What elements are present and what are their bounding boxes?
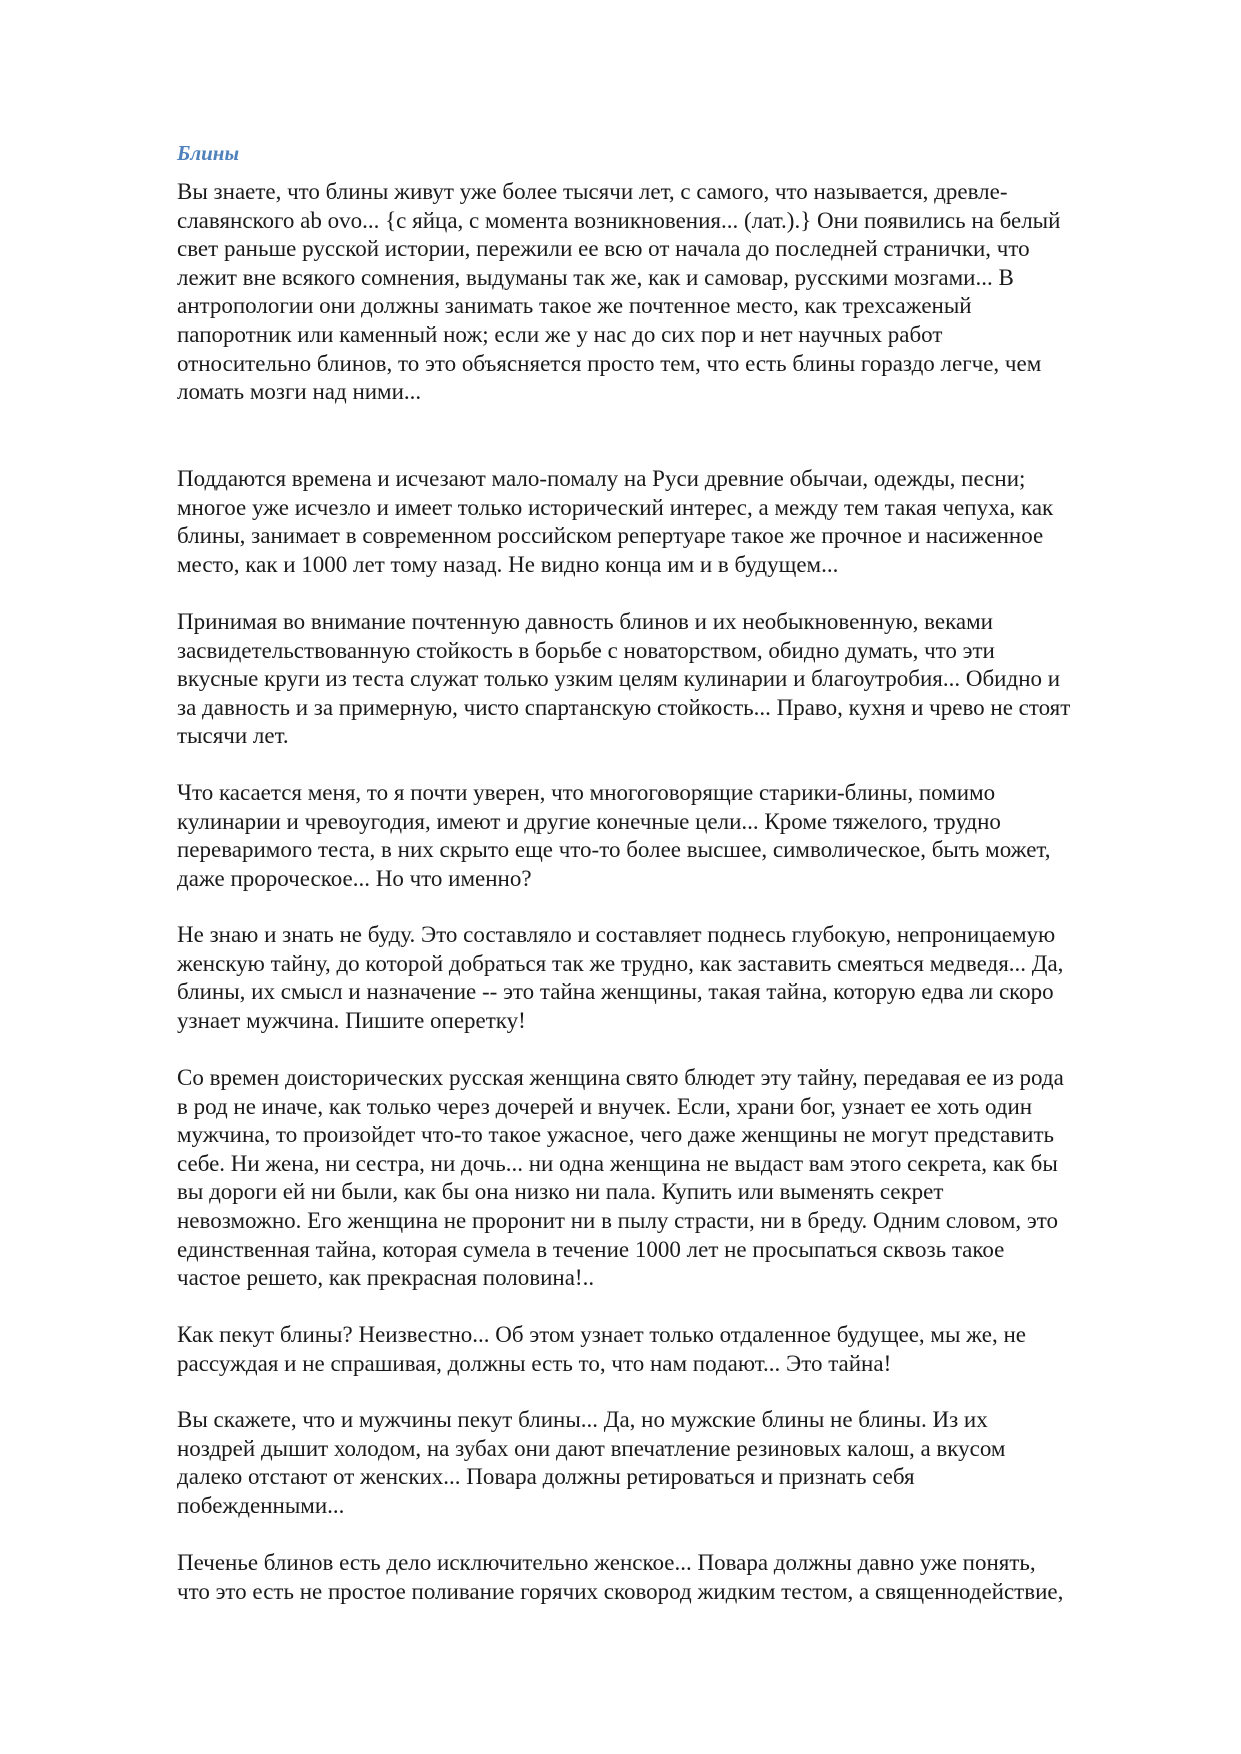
text-line: переваримого теста, в них скрыто еще что-то более высшее, символическое, быть может, <box>177 837 1051 863</box>
paragraph-2 <box>177 465 1177 579</box>
text-line: многое уже исчезло и имеет только исторический интерес, а между тем такая чепуха, как <box>177 494 1054 520</box>
text-line: узнает мужчина. Пишите оперетку! <box>177 1007 526 1033</box>
text-line: засвидетельствованную стойкость в борьбе с новаторством, обидно думать, что эти <box>177 637 995 663</box>
text-line: Поддаются времена и исчезают мало-помалу на Руси древние обычаи, одежды, песни; <box>177 466 1026 491</box>
paragraph-3 <box>177 608 1177 751</box>
text-line: Вы знаете, что блины живут уже более тысячи лет, с самого, что называется, древле- <box>177 179 1008 204</box>
paragraph-5 <box>177 921 1177 1035</box>
text-line: лежит вне всякого сомнения, выдуманы так же, как и самовар, русскими мозгами... В <box>177 264 1014 290</box>
text-line: даже пророческое... Но что именно? <box>177 865 532 891</box>
text-line: Вы скажете, что и мужчины пекут блины... Да, но мужские блины не блины. Из их <box>177 1407 988 1432</box>
paragraph-8 <box>177 1406 1177 1520</box>
paragraph-6 <box>177 1064 1177 1293</box>
text-line: кулинарии и чревоугодия, имеют и другие конечные цели... Кроме тяжелого, трудно <box>177 808 1001 834</box>
text-line: ломать мозги над ними... <box>177 379 422 405</box>
text-line: рассуждая и не спрашивая, должны есть то, что нам подают... Это тайна! <box>177 1350 892 1376</box>
text-line: папоротник или каменный нож; если же у нас до сих пор и нет научных работ <box>177 321 943 347</box>
text-line: Принимая во внимание почтенную давность блинов и их необыкновенную, веками <box>177 609 993 634</box>
text-line: вкусные круги из теста служат только узким целям кулинарии и благоутробия... Обидно и <box>177 666 1061 692</box>
text-line: частое решето, как прекрасная половина!.. <box>177 1265 595 1291</box>
paragraph-1 <box>177 178 1177 407</box>
text-line: женскую тайну, до которой добраться так же трудно, как заставить смеяться медведя... Да, <box>177 950 1064 976</box>
text-line: в род не иначе, как только через дочерей и внучек. Если, храни бог, узнает ее хоть один <box>177 1093 1033 1119</box>
text-line: славянского ab ovo... {с яйца, с момента возникновения... (лат.).} Они появились на белый <box>177 207 1061 233</box>
document-title: Блины <box>177 141 240 165</box>
text-line: блины, их смысл и назначение -- это тайна женщины, такая тайна, которую едва ли скоро <box>177 979 1054 1005</box>
text-line: себе. Ни жена, ни сестра, ни дочь... ни одна женщина не выдаст вам этого секрета, как бы <box>177 1150 1058 1176</box>
text-line: Со времен доисторических русская женщина свято блюдет эту тайну, передавая ее из рода <box>177 1065 1064 1090</box>
text-line: блины, занимает в современном российском репертуаре такое же прочное и насиженное <box>177 523 1044 549</box>
text-line: невозможно. Его женщина не проронит ни в пылу страсти, ни в бреду. Одним словом, это <box>177 1207 1059 1233</box>
text-line: побежденными... <box>177 1492 345 1518</box>
text-line: за давность и за примерную, чисто спартанскую стойкость... Право, кухня и чрево не стоят <box>177 694 1071 720</box>
text-line: единственная тайна, которая сумела в течение 1000 лет не просыпаться сквозь такое <box>177 1236 1005 1262</box>
paragraph-7 <box>177 1321 1177 1378</box>
text-line: вы дороги ей ни были, как бы она низко ни пала. Купить или выменять секрет <box>177 1179 944 1205</box>
text-line: далеко отстают от женских... Повара должны ретироваться и признать себя <box>177 1464 915 1490</box>
paragraph-9 <box>177 1549 1177 1606</box>
text-line: Не знаю и знать не буду. Это составляло и составляет поднесь глубокую, непроницаемую <box>177 922 1056 947</box>
text-line: место, как и 1000 лет тому назад. Не видно конца им и в будущем... <box>177 551 839 577</box>
text-line: относительно блинов, то это объясняется просто тем, что есть блины гораздо легче, чем <box>177 350 1042 376</box>
text-line: что это есть не простое поливание горячих сковород жидким тестом, а священнодействие, <box>177 1578 1064 1604</box>
text-line: Печенье блинов есть дело исключительно женское... Повара должны давно уже понять, <box>177 1550 1036 1575</box>
text-line: Что касается меня, то я почти уверен, что многоговорящие старики-блины, помимо <box>177 780 996 805</box>
text-line: антропологии они должны занимать такое же почтенное место, как трехсаженый <box>177 293 972 319</box>
text-line: Как пекут блины? Неизвестно... Об этом узнает только отдаленное будущее, мы же, не <box>177 1322 1026 1347</box>
text-line: тысячи лет. <box>177 723 289 749</box>
text-line: мужчина, то произойдет что-то такое ужасное, чего даже женщины не могут представить <box>177 1122 1055 1148</box>
text-line: ноздрей дышит холодом, на зубах они дают впечатление резиновых калош, а вкусом <box>177 1435 1006 1461</box>
text-line: свет раньше русской истории, пережили ее всю от начала до последней странички, что <box>177 236 1030 262</box>
paragraph-4 <box>177 779 1177 893</box>
